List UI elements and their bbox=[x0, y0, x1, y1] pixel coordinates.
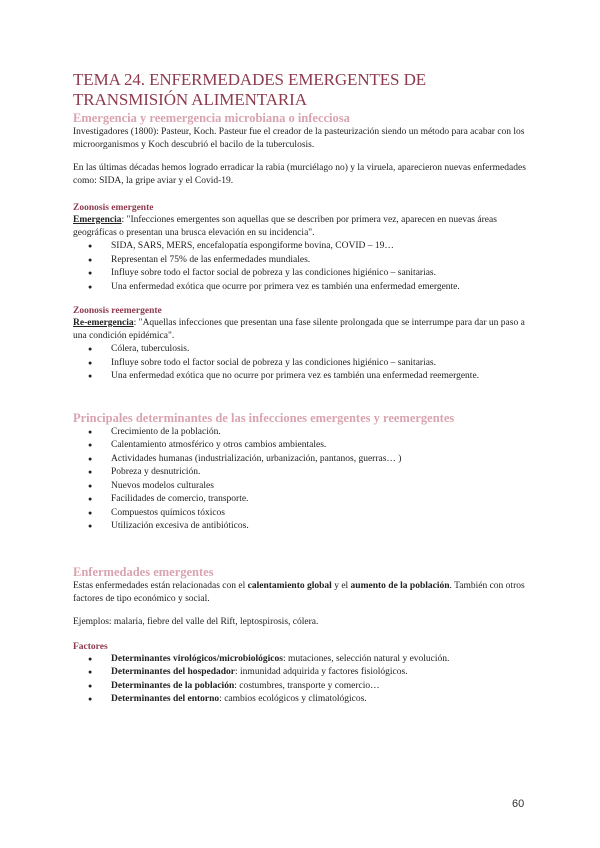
list-item: ● Cólera, tuberculosis. bbox=[73, 343, 535, 357]
factor-term: Determinantes de la población bbox=[111, 680, 235, 691]
list-item bbox=[73, 680, 535, 694]
list-item: ● Una enfermedad exótica que no ocurre por primera vez es también una enfermedad reemergente. bbox=[73, 370, 535, 384]
list-item: ● SIDA, SARS, MERS, encefalopatía espongiforme bovina, COVID – 19… bbox=[73, 240, 535, 254]
term-reemergencia: Re-emergencia bbox=[73, 318, 134, 328]
paragraph-ultimas-decadas: En las últimas décadas hemos logrado erradicar la rabia (murciélago no) y la viruela, aparecieron nuevas enfermedades como: SIDA, la gripe aviar y el Covid-19. bbox=[73, 163, 526, 186]
page-number: 60 bbox=[512, 798, 525, 810]
paragraph-investigadores: Investigadores (1800): Pasteur, Koch. Pasteur fue el creador de la pasteurización siendo un método para acabar con los microorganismos y Koch descubrió el bacilo de la tuberculosis. bbox=[73, 127, 525, 150]
text-bold-calentamiento: calentamiento global bbox=[247, 580, 332, 591]
factor-term: Determinantes del hospedador bbox=[111, 667, 236, 677]
list-zoonosis-emergente bbox=[73, 240, 535, 294]
section-heading-enfermedades-emergentes: Enfermedades emergentes bbox=[73, 564, 214, 579]
factor-term: Determinantes virológicos/microbiológicos bbox=[111, 653, 283, 664]
list-item: ● Crecimiento de la población. bbox=[73, 426, 535, 440]
list-item: ● Influye sobre todo el factor social de pobreza y las condiciones higiénico – sanitarias. bbox=[73, 357, 535, 371]
factor-text: : inmunidad adquirida y factores fisiológicos. bbox=[235, 667, 408, 677]
list-item: ● Influye sobre todo el factor social de pobreza y las condiciones higiénico – sanitarias. bbox=[73, 267, 535, 281]
list-item: ● Actividades humanas (industrialización, urbanización, pantanos, guerras… ) bbox=[73, 453, 535, 467]
definition-emergencia bbox=[73, 214, 535, 240]
text-run: Estas enfermedades están relacionadas con el bbox=[73, 580, 248, 591]
list-item bbox=[73, 666, 535, 680]
paragraph-ejemplos: Ejemplos: malaria, fiebre del valle del Rift, leptospirosis, cólera. bbox=[73, 616, 319, 627]
page-title: TEMA 24. ENFERMEDADES EMERGENTES DE TRANSMISIÓN ALIMENTARIA bbox=[73, 70, 427, 109]
paragraph-enfermedades-emergentes bbox=[73, 580, 535, 606]
factor-text: : cambios ecológicos y climatológicos. bbox=[219, 694, 367, 704]
subheading-zoonosis-emergente: Zoonosis emergente bbox=[73, 203, 154, 213]
list-item bbox=[73, 653, 535, 667]
section-heading-emergencia: Emergencia y reemergencia microbiana o infecciosa bbox=[73, 111, 350, 125]
list-zoonosis-reemergente bbox=[73, 343, 535, 384]
list-factores bbox=[73, 653, 535, 707]
factor-text: : mutaciones, selección natural y evolución. bbox=[282, 653, 450, 664]
section-heading-determinantes: Principales determinantes de las infecciones emergentes y reemergentes bbox=[73, 410, 455, 425]
list-item: ● Compuestos químicos tóxicos bbox=[73, 507, 535, 521]
list-item: ● Nuevos modelos culturales bbox=[73, 480, 535, 494]
definition-reemergencia bbox=[73, 317, 535, 343]
subheading-zoonosis-reemergente: Zoonosis reemergente bbox=[73, 306, 162, 316]
list-determinantes bbox=[73, 426, 535, 534]
list-item: ● Pobreza y desnutrición. bbox=[73, 466, 535, 480]
text-run: y el bbox=[331, 580, 351, 591]
list-item: ● Calentamiento atmosférico y otros cambios ambientales. bbox=[73, 439, 535, 453]
term-emergencia: Emergencia bbox=[73, 215, 122, 225]
definition-reemergencia-text: : "Aquellas infecciones que presentan una fase silente prolongada que se interrumpe para dar un paso a una condición epidémica". bbox=[73, 318, 525, 341]
factor-term: Determinantes del entorno bbox=[111, 694, 220, 704]
definition-emergencia-text: : "Infecciones emergentes son aquellas que se describen por primera vez, aparecen en nuevas áreas geográficas o presentan una brusca elevación en su incidencia". bbox=[73, 215, 497, 238]
factor-text: : costumbres, transporte y comercio… bbox=[234, 680, 380, 691]
list-item: ● Representan el 75% de las enfermedades mundiales. bbox=[73, 254, 535, 268]
text-bold-aumento: aumento de la población bbox=[350, 580, 450, 591]
list-item: ● Una enfermedad exótica que ocurre por primera vez es también una enfermedad emergente. bbox=[73, 281, 535, 295]
list-item: ● Utilización excesiva de antibióticos. bbox=[73, 520, 535, 534]
subheading-factores: Factores bbox=[73, 641, 108, 652]
list-item bbox=[73, 693, 535, 707]
text-run: . También con otros factores de tipo económico y social. bbox=[73, 580, 525, 604]
list-item: ● Facilidades de comercio, transporte. bbox=[73, 493, 535, 507]
document-page bbox=[73, 70, 535, 707]
